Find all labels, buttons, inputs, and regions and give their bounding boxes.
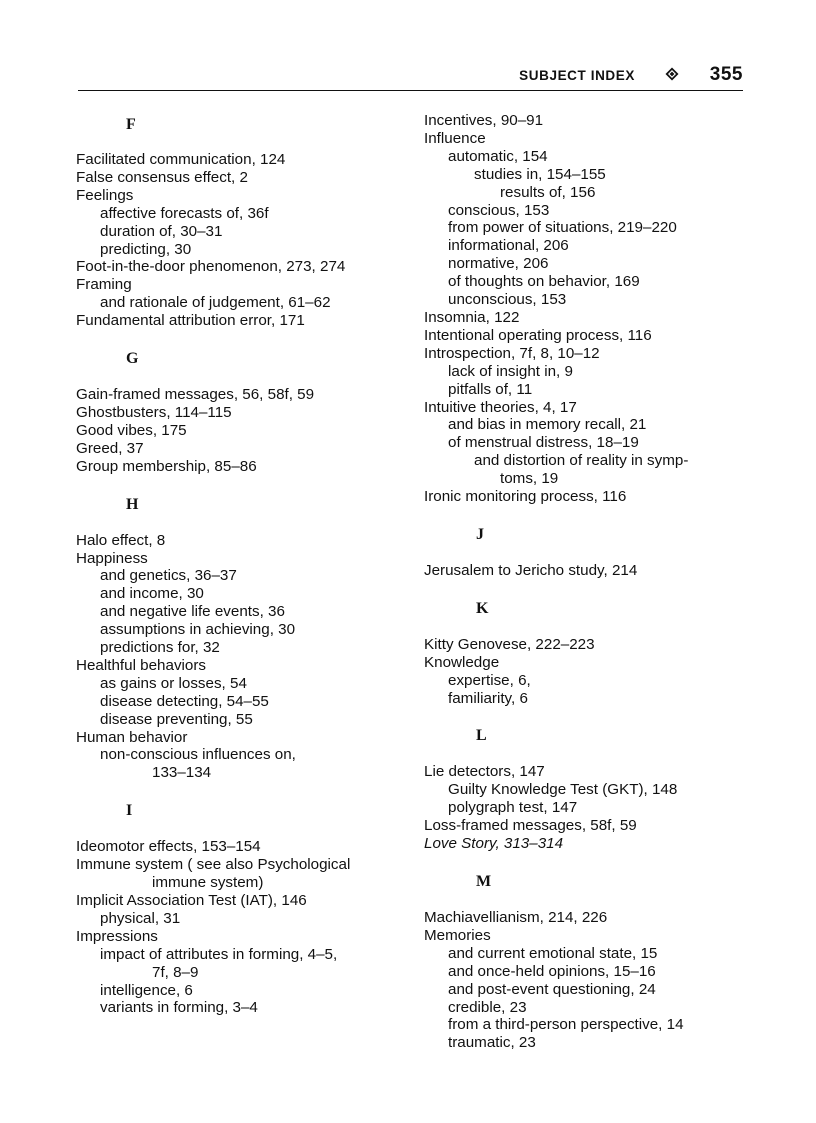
index-entry: Incentives, 90–91: [424, 112, 544, 129]
index-entry: Knowledge: [424, 653, 500, 671]
index-subentry: of menstrual distress, 18–19: [448, 434, 639, 452]
header-rule: [78, 90, 743, 91]
index-entry: Gain-framed messages, 56, 58f, 59: [76, 386, 315, 404]
index-entry: Lie detectors, 147: [424, 763, 545, 781]
index-subentry: intelligence, 6: [100, 981, 193, 999]
index-subentry: normative, 206: [448, 255, 549, 273]
index-entry: Influence: [424, 129, 486, 147]
index-entry: Happiness: [76, 549, 148, 567]
section-letter-heading: L: [476, 727, 487, 745]
index-entry: Framing: [76, 276, 132, 294]
index-section: [76, 350, 416, 476]
index-subentry: variants in forming, 3–4: [100, 999, 258, 1017]
page-number: 355: [709, 64, 743, 85]
index-subentry: predictions for, 32: [100, 639, 220, 657]
index-subentry: physical, 31: [100, 909, 181, 927]
index-entry: Insomnia, 122: [424, 308, 520, 326]
index-subentry: immune system): [152, 874, 264, 892]
section-letter-heading: I: [126, 802, 133, 820]
index-entry: Love Story, 313–314: [424, 835, 564, 853]
index-subentry: as gains or losses, 54: [100, 674, 247, 692]
index-entry: Intentional operating process, 116: [424, 326, 652, 344]
index-entry: Kitty Genovese, 222–223: [424, 635, 595, 653]
index-subentry: traumatic, 23: [448, 1034, 536, 1052]
index-entry: Facilitated communication, 124: [76, 151, 286, 168]
index-section: [424, 727, 754, 853]
index-subentry: results of, 156: [500, 183, 596, 201]
index-subentry: duration of, 30–31: [100, 222, 223, 240]
index-subentry: informational, 206: [448, 237, 569, 255]
index-subentry: disease preventing, 55: [100, 710, 253, 728]
section-letter-heading: F: [126, 116, 136, 133]
index-entry: Ideomotor effects, 153–154: [76, 838, 261, 856]
index-subentry: unconscious, 153: [448, 291, 567, 309]
index-subentry: Guilty Knowledge Test (GKT), 148: [448, 781, 678, 799]
index-entry: Halo effect, 8: [76, 531, 166, 549]
index-section: [424, 600, 754, 708]
index-subentry: 133–134: [152, 764, 212, 782]
index-subentry: and current emotional state, 15: [448, 944, 658, 962]
index-subentry: non-conscious influences on,: [100, 746, 296, 764]
diamond-ornament-icon: [665, 67, 679, 81]
index-entry: Machiavellianism, 214, 226: [424, 909, 608, 926]
section-letter-heading: J: [476, 525, 484, 543]
index-entry: Jerusalem to Jericho study, 214: [424, 561, 638, 579]
index-subentry: pitfalls of, 11: [448, 380, 533, 398]
index-entry: Fundamental attribution error, 171: [76, 312, 305, 330]
section-letter-heading: H: [126, 495, 139, 513]
index-subentry: lack of insight in, 9: [448, 362, 573, 380]
index-entry: Loss-framed messages, 58f, 59: [424, 817, 637, 835]
index-subentry: familiarity, 6: [448, 689, 528, 707]
section-letter-heading: G: [126, 350, 139, 368]
index-subentry: and bias in memory recall, 21: [448, 416, 647, 434]
index-entry: Immune system ( see also Psychological: [76, 856, 351, 874]
index-entry: Healthful behaviors: [76, 656, 207, 674]
index-subentry: toms, 19: [500, 470, 559, 488]
index-subentry: studies in, 154–155: [474, 165, 606, 183]
index-entry: Feelings: [76, 186, 134, 204]
index-entry: Ironic monitoring process, 116: [424, 488, 627, 506]
index-subentry: and negative life events, 36: [100, 603, 285, 621]
index-entry: Introspection, 7f, 8, 10–12: [424, 344, 600, 362]
section-letter-heading: K: [476, 599, 489, 617]
index-entry: Human behavior: [76, 728, 188, 746]
index-subentry: and rationale of judgement, 61–62: [100, 294, 331, 312]
index-entry: Good vibes, 175: [76, 421, 187, 439]
index-subentry: 7f, 8–9: [152, 963, 199, 981]
index-column-right: [424, 112, 754, 1052]
index-entry: Foot-in-the-door phenomenon, 273, 274: [76, 258, 346, 276]
index-subentry: and distortion of reality in symp-: [474, 452, 689, 470]
index-entry: False consensus effect, 2: [76, 168, 248, 186]
index-subentry: predicting, 30: [100, 240, 192, 258]
index-column-left: [76, 112, 416, 1017]
index-section: [424, 526, 754, 580]
index-subentry: assumptions in achieving, 30: [100, 621, 296, 639]
index-subentry: affective forecasts of, 36f: [100, 204, 269, 222]
index-entry: Ghostbusters, 114–115: [76, 403, 232, 421]
index-entry: Intuitive theories, 4, 17: [424, 398, 577, 416]
index-subentry: polygraph test, 147: [448, 799, 578, 817]
index-subentry: from power of situations, 219–220: [448, 219, 677, 237]
index-entry: Memories: [424, 926, 491, 944]
index-subentry: credible, 23: [448, 998, 527, 1016]
index-section: [424, 873, 754, 1052]
index-subentry: conscious, 153: [448, 201, 550, 219]
index-entry: Impressions: [76, 927, 158, 945]
index-subentry: from a third-person perspective, 14: [448, 1016, 684, 1034]
running-header: [78, 64, 743, 90]
index-subentry: of thoughts on behavior, 169: [448, 273, 640, 291]
index-subentry: impact of attributes in forming, 4–5,: [100, 945, 338, 963]
index-subentry: automatic, 154: [448, 147, 548, 165]
running-header-title: SUBJECT INDEX: [519, 68, 635, 83]
index-subentry: and once-held opinions, 15–16: [448, 962, 656, 980]
index-section: [76, 116, 416, 330]
index-subentry: and income, 30: [100, 585, 204, 603]
index-section: [76, 802, 416, 1017]
index-subentry: and genetics, 36–37: [100, 567, 237, 585]
index-section: [76, 496, 416, 783]
index-subentry: and post-event questioning, 24: [448, 980, 656, 998]
index-subentry: disease detecting, 54–55: [100, 692, 269, 710]
index-entry: Implicit Association Test (IAT), 146: [76, 892, 307, 909]
section-letter-heading: M: [476, 873, 492, 890]
index-entry: Group membership, 85–86: [76, 457, 257, 475]
index-subentry: expertise, 6,: [448, 671, 531, 689]
index-section: [424, 112, 754, 506]
index-entry: Greed, 37: [76, 439, 144, 457]
